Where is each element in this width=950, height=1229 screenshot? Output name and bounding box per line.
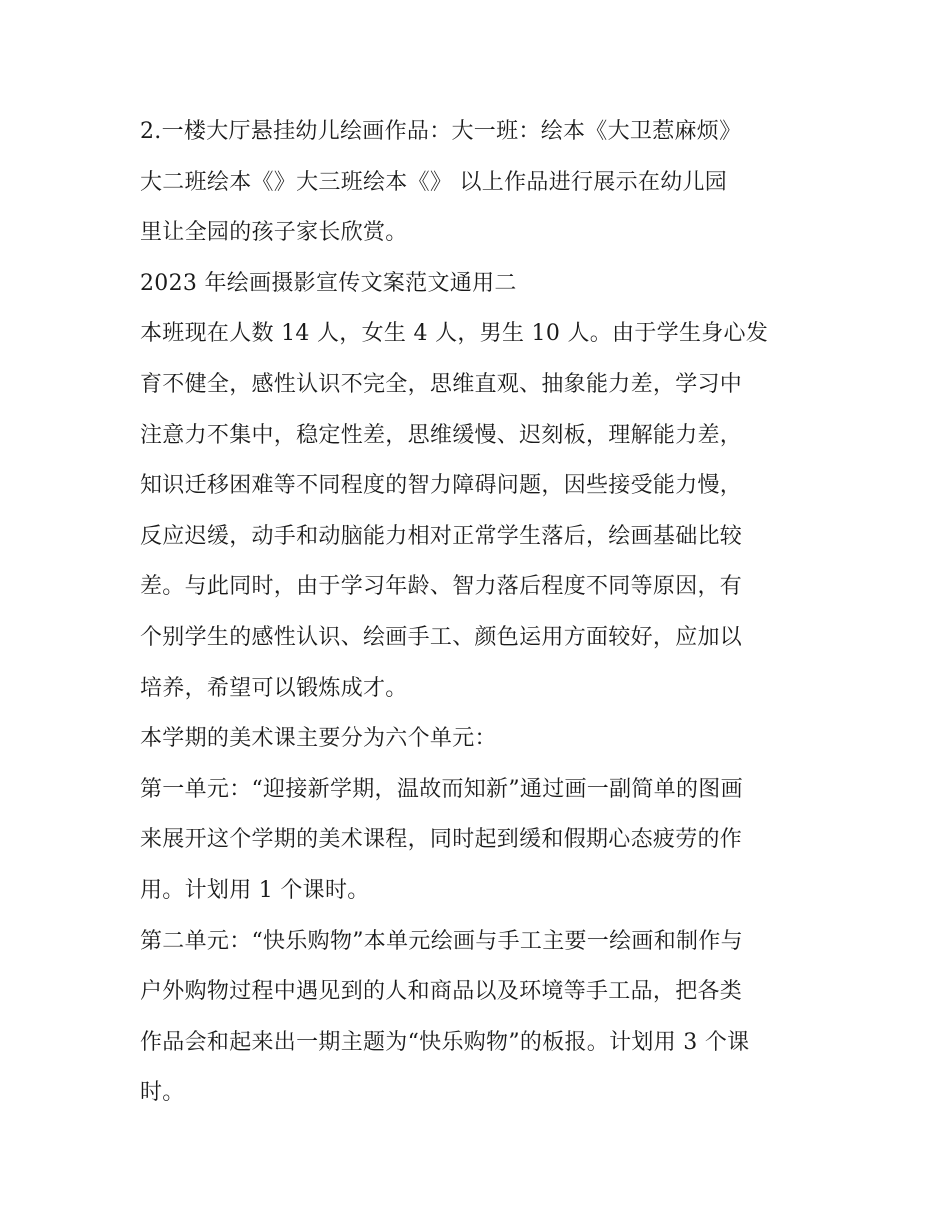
section-heading <box>140 259 816 310</box>
text-line: 来展开这个学期的美术课程，同时起到缓和假期心态疲劳的作 <box>140 827 743 853</box>
text-line: 注意力不集中，稳定性差，思维缓慢、迟刻板，理解能力差， <box>140 422 743 448</box>
text-line: 本班现在人数 14 人，女生 4 人，男生 10 人。由于学生身心发 <box>140 321 769 347</box>
text-line: 时。 <box>140 1080 185 1106</box>
text-line: 差。与此同时，由于学习年龄、智力落后程度不同等原因，有 <box>140 574 743 600</box>
paragraph-unit-one <box>140 765 816 917</box>
text-line: 作品会和起来出一期主题为“快乐购物”的板报。计划用 3 个课 <box>140 1029 750 1055</box>
text-line: 知识迁移困难等不同程度的智力障碍问题，因些接受能力慢， <box>140 473 743 499</box>
text-line: 用。计划用 1 个课时。 <box>140 877 370 903</box>
text-line: 第二单元：“快乐购物”本单元绘画与手工主要一绘画和制作与 <box>140 928 743 954</box>
paragraph-unit-two <box>140 917 816 1119</box>
heading-line: 2023 年绘画摄影宣传文案范文通用二 <box>140 270 517 296</box>
text-line: 本学期的美术课主要分为六个单元： <box>140 726 497 752</box>
text-line: 育不健全，感性认识不完全，思维直观、抽象能力差，学习中 <box>140 371 743 397</box>
document-body <box>140 107 816 1119</box>
text-line: 户外购物过程中遇见到的人和商品以及环境等手工品，把各类 <box>140 979 743 1005</box>
paragraph-units-intro <box>140 714 816 765</box>
text-line: 反应迟缓，动手和动脑能力相对正常学生落后，绘画基础比较 <box>140 523 743 549</box>
text-line: 个别学生的感性认识、绘画手工、颜色运用方面较好，应加以 <box>140 624 743 650</box>
text-line: 培养，希望可以锻炼成才。 <box>140 675 408 701</box>
text-line: 2.一楼大厅悬挂幼儿绘画作品：大一班：绘本《大卫惹麻烦》 <box>140 119 742 144</box>
text-line: 里让全园的孩子家长欣赏。 <box>140 220 408 246</box>
text-line: 第一单元：“迎接新学期，温故而知新”通过画一副简单的图画 <box>140 776 743 802</box>
text-line: 大二班绘本《》大三班绘本《》 以上作品进行展示在幼儿园 <box>140 169 728 195</box>
paragraph-class-situation <box>140 309 816 714</box>
paragraph-exhibition <box>140 107 816 259</box>
